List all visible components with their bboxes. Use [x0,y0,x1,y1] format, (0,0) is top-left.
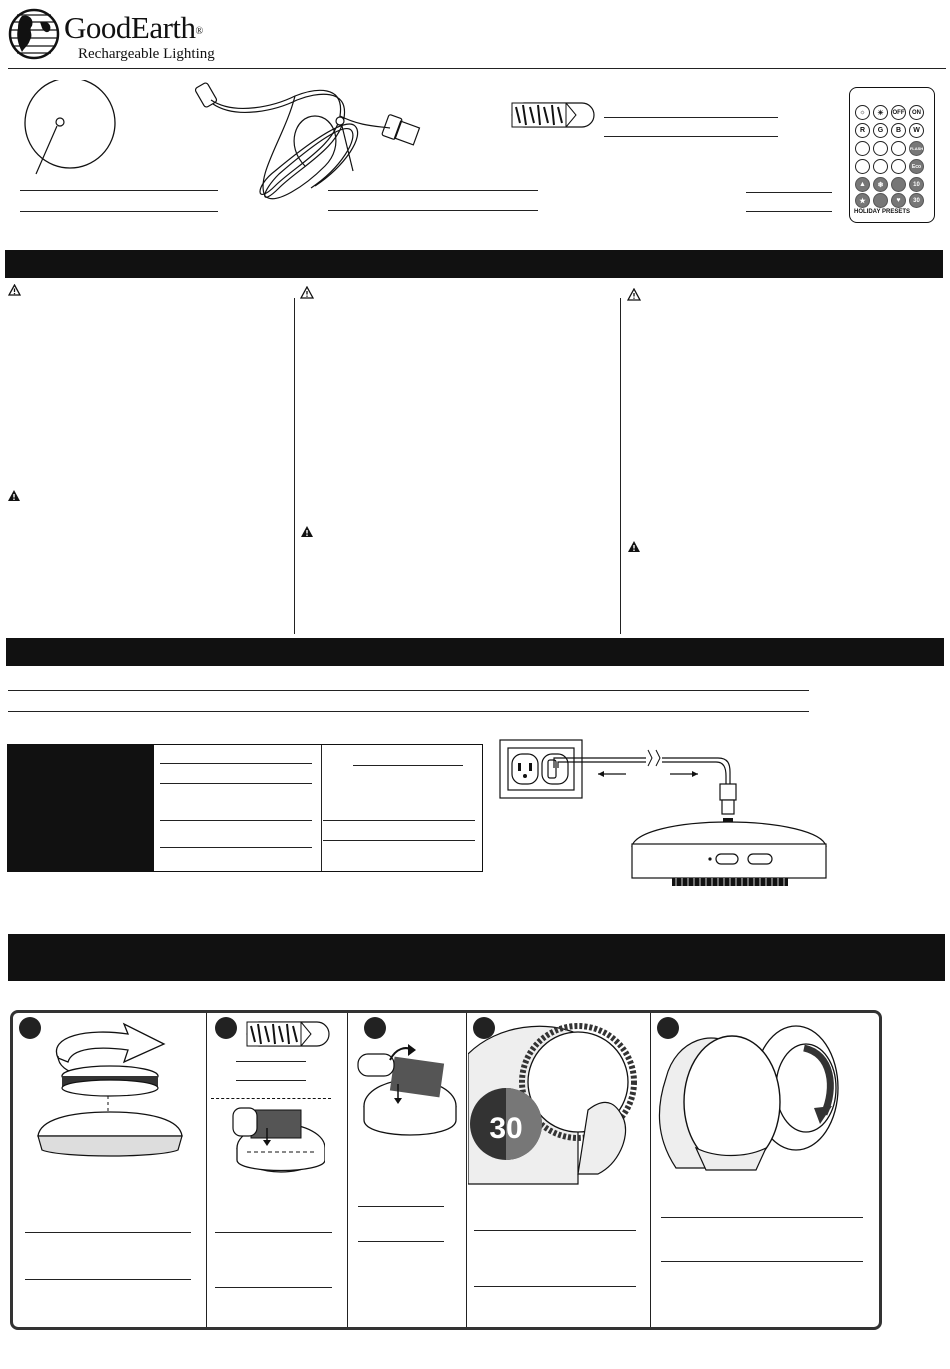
globe-icon [8,8,60,60]
brand-name [64,10,203,46]
step-2-figure [225,1102,325,1182]
step-divider [466,1013,467,1327]
warning-icon [7,489,21,502]
light-puck-figure [18,80,128,180]
step-divider [347,1013,348,1327]
timer-number: 30 [489,1112,523,1145]
usb-cable-figure [195,76,425,214]
step-2-number [215,1017,237,1039]
brand-tagline: Rechargeable Lighting [78,46,215,62]
part-label-line [604,136,778,137]
eco-button: Eco [909,159,924,174]
flash-button: FLASH [909,141,924,156]
warning-icon [627,540,641,553]
section-bar-charging [6,638,944,666]
tree-preset-button: ▲ [855,177,870,192]
table-line [160,820,312,821]
color-button [855,159,870,174]
step-3-number [364,1017,386,1039]
white-button: W [909,123,924,138]
step-2-text-line [236,1080,306,1081]
brand-name-text: GoodEarth [64,10,196,45]
caution-icon [8,284,21,296]
preset-button [873,193,888,208]
step-5-text-line [661,1217,863,1218]
section-bar-safety [5,250,943,278]
step-4-figure [468,1014,640,1190]
table-line [160,847,312,848]
table-divider [321,745,322,871]
step-1-figure [28,1016,188,1166]
step-3-figure [350,1040,460,1150]
part-label-line [328,190,538,191]
brand-logo [8,8,248,66]
preset-button [891,177,906,192]
warning-icon [300,525,314,538]
star-preset-button: ★ [855,193,870,208]
step-2-text-line [215,1232,332,1233]
remote-control [849,87,935,223]
text-line [8,690,809,691]
adhesive-tape-figure [510,101,596,129]
brightness-up-button: ☼ [855,105,870,120]
snowflake-preset-button: ❄ [873,177,888,192]
off-button: OFF [891,105,906,120]
remote-footer-label: HOLIDAY PRESETS [854,209,911,215]
charging-diagram [496,736,842,890]
step-2-dashed-separator [211,1098,331,1099]
step-5-text-line [661,1261,863,1262]
column-divider [620,298,621,634]
table-line [160,783,312,784]
step-4-text-line [474,1286,636,1287]
step-1-text-line [25,1279,191,1280]
color-button [873,159,888,174]
color-button [891,159,906,174]
red-button: R [855,123,870,138]
section-bar-installation [8,934,945,981]
part-label-line [604,117,778,118]
part-label-line [746,211,832,212]
blue-button: B [891,123,906,138]
on-button: ON [909,105,924,120]
color-button [873,141,888,156]
step-1-text-line [25,1232,191,1233]
part-label-line [328,210,538,211]
step-3-text-line [358,1241,444,1242]
step-2-tape-icon [245,1020,331,1048]
step-4-text-line [474,1230,636,1231]
brightness-down-button: ☀ [873,105,888,120]
step-3-text-line [358,1206,444,1207]
timer-30-button: 30 [909,193,924,208]
table-line [323,820,475,821]
header-rule [8,68,946,69]
step-2-text-line [236,1061,306,1062]
column-divider [294,298,295,634]
step-divider [206,1013,207,1327]
step-2-text-line [215,1287,332,1288]
caution-icon [300,286,314,299]
text-line [8,711,809,712]
timer-10-button: 10 [909,177,924,192]
table-line [323,840,475,841]
registered-mark: ® [195,26,203,37]
green-button: G [873,123,888,138]
step-divider [650,1013,651,1327]
color-button [891,141,906,156]
color-button [855,141,870,156]
step-5-figure [656,1018,846,1178]
part-label-line [746,192,832,193]
table-line [160,763,312,764]
part-label-line [20,211,218,212]
table-header-cell [8,745,154,871]
caution-icon [627,288,641,301]
table-line [353,765,463,766]
charging-table [7,744,483,872]
heart-preset-button: ♥ [891,193,906,208]
part-label-line [20,190,218,191]
